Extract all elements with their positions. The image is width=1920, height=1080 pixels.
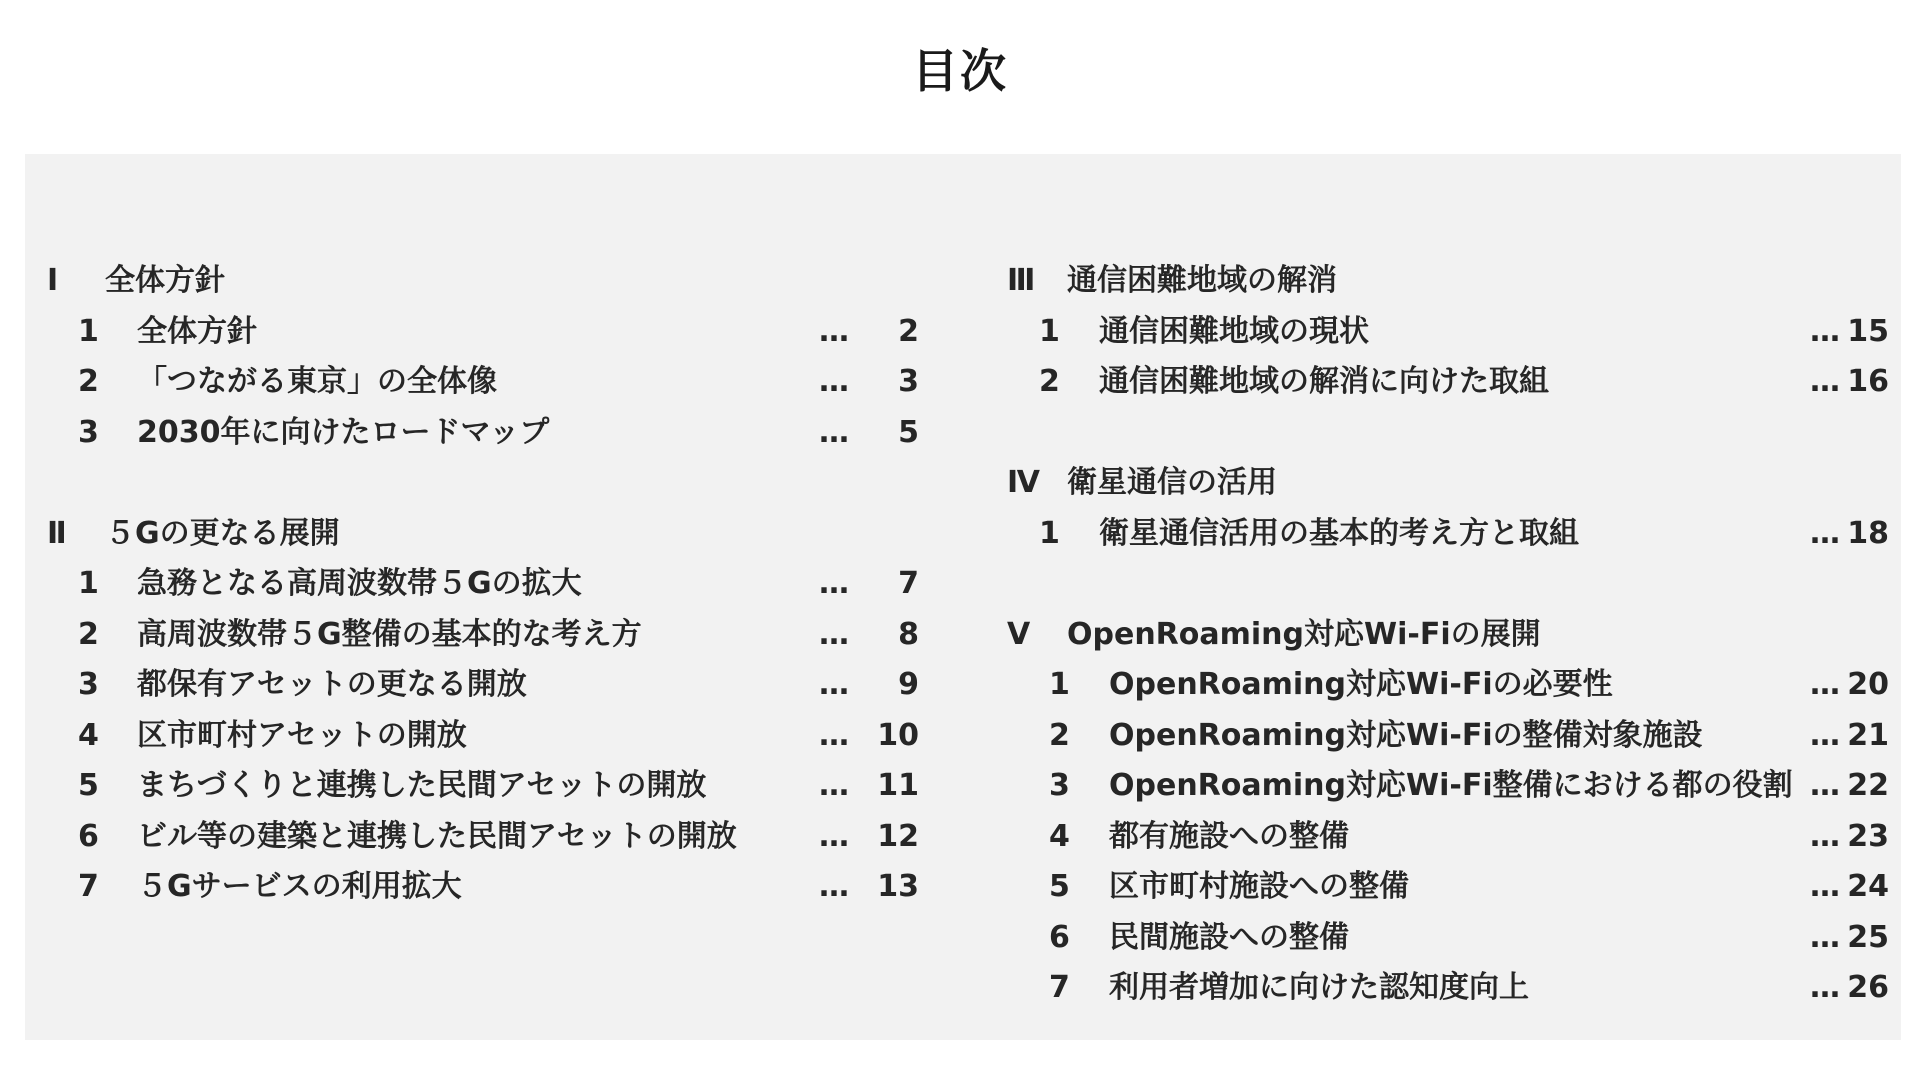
entry-title: 区市町村アセットの開放 (137, 717, 467, 753)
entry-title: 利用者増加に向けた認知度向上 (1109, 970, 1529, 1005)
entry-title: 都有施設への整備 (1109, 818, 1349, 854)
entry-page-number: 16 (1847, 364, 1889, 399)
entry-page-number: 26 (1847, 970, 1889, 1005)
leader-dots: … (1810, 970, 1841, 1005)
toc-entry[interactable] (957, 307, 1897, 358)
entry-title: 「つながる東京」の全体像 (137, 364, 497, 399)
toc-section-1 (25, 256, 925, 458)
leader-dots: … (1810, 515, 1841, 551)
entry-number: 1 (78, 566, 99, 601)
leader-dots: … (819, 313, 850, 349)
entry-number: 1 (1039, 515, 1060, 551)
leader-dots: … (1810, 717, 1841, 753)
leader-dots: … (1810, 818, 1841, 854)
toc-section-4 (957, 458, 1897, 559)
toc-entry[interactable] (25, 711, 925, 762)
toc-entry[interactable] (25, 812, 925, 863)
toc-entry[interactable] (957, 963, 1897, 1014)
leader-dots: … (819, 869, 850, 904)
leader-dots: … (819, 414, 850, 450)
leader-dots: … (819, 818, 850, 854)
leader-dots: … (819, 616, 850, 652)
entry-title: まちづくりと連携した民間アセットの開放 (137, 768, 707, 803)
section-heading[interactable] (957, 458, 1897, 509)
leader-dots: … (1810, 667, 1841, 702)
toc-entry[interactable] (957, 509, 1897, 560)
toc-entry[interactable] (957, 812, 1897, 863)
entry-number: 2 (78, 616, 99, 652)
entry-title: 2030年に向けたロードマップ (137, 414, 550, 450)
entry-number: 1 (1039, 313, 1060, 349)
entry-page-number: 24 (1847, 869, 1889, 904)
entry-title: 衛星通信活用の基本的考え方と取組 (1099, 515, 1579, 551)
section-number: Ⅲ (1007, 263, 1036, 298)
section-spacer (957, 408, 1897, 459)
entry-number: 1 (1049, 667, 1070, 702)
section-spacer (957, 559, 1897, 610)
entry-page-number: 13 (877, 869, 919, 904)
entry-page-number: 11 (877, 768, 919, 803)
leader-dots: … (819, 364, 850, 399)
entry-number: 2 (1039, 364, 1060, 399)
entry-title: OpenRoaming対応Wi-Fiの整備対象施設 (1109, 717, 1703, 753)
entry-number: 7 (1049, 970, 1070, 1005)
toc-entry[interactable] (25, 761, 925, 812)
entry-number: 3 (78, 667, 99, 702)
entry-page-number: 5 (898, 414, 919, 450)
entry-number: 3 (1049, 768, 1070, 803)
toc-entry[interactable] (957, 660, 1897, 711)
toc-entry[interactable] (957, 913, 1897, 964)
entry-number: 7 (78, 869, 99, 904)
entry-page-number: 25 (1847, 919, 1889, 955)
entry-page-number: 18 (1847, 515, 1889, 551)
entry-title: 民間施設への整備 (1109, 919, 1349, 955)
entry-number: 1 (78, 313, 99, 349)
entry-number: 2 (1049, 717, 1070, 753)
section-spacer (25, 458, 925, 509)
toc-entry[interactable] (957, 761, 1897, 812)
entry-number: 5 (78, 768, 99, 803)
entry-number: 3 (78, 414, 99, 450)
page-title: 目次 (912, 44, 1008, 98)
entry-page-number: 10 (877, 717, 919, 753)
entry-title: ５Gサービスの利用拡大 (137, 869, 462, 904)
entry-number: 4 (1049, 818, 1070, 854)
leader-dots: … (819, 768, 850, 803)
entry-page-number: 7 (898, 566, 919, 601)
section-number: Ⅳ (1007, 465, 1040, 500)
entry-page-number: 9 (898, 667, 919, 702)
leader-dots: … (1810, 768, 1841, 803)
toc-section-3 (957, 256, 1897, 408)
leader-dots: … (1810, 364, 1841, 399)
section-heading[interactable] (957, 256, 1897, 307)
section-heading[interactable] (25, 509, 925, 560)
toc-entry[interactable] (25, 862, 925, 913)
entry-title: 都保有アセットの更なる開放 (137, 667, 527, 702)
leader-dots: … (1810, 919, 1841, 955)
toc-entry[interactable] (25, 357, 925, 408)
leader-dots: … (819, 667, 850, 702)
section-title: ５Gの更なる展開 (105, 515, 340, 551)
entry-title: OpenRoaming対応Wi-Fiの必要性 (1109, 667, 1613, 702)
section-heading[interactable] (25, 256, 925, 307)
section-number: Ⅴ (1007, 616, 1031, 652)
entry-title: 通信困難地域の解消に向けた取組 (1099, 364, 1549, 399)
toc-section-5 (957, 610, 1897, 1014)
section-heading[interactable] (957, 610, 1897, 661)
toc-entry[interactable] (25, 307, 925, 358)
toc-entry[interactable] (25, 408, 925, 459)
toc-entry[interactable] (25, 559, 925, 610)
entry-page-number: 8 (898, 616, 919, 652)
section-number: Ⅰ (47, 263, 59, 298)
entry-page-number: 21 (1847, 717, 1889, 753)
section-title: OpenRoaming対応Wi-Fiの展開 (1067, 616, 1541, 652)
entry-title: 通信困難地域の現状 (1099, 313, 1369, 349)
entry-title: 高周波数帯５G整備の基本的な考え方 (137, 616, 642, 652)
entry-title: OpenRoaming対応Wi-Fi整備における都の役割 (1109, 768, 1793, 803)
toc-left-column (25, 256, 925, 913)
entry-number: 4 (78, 717, 99, 753)
entry-page-number: 20 (1847, 667, 1889, 702)
entry-title: ビル等の建築と連携した民間アセットの開放 (137, 818, 737, 854)
entry-number: 6 (78, 818, 99, 854)
entry-page-number: 3 (898, 364, 919, 399)
entry-number: 2 (78, 364, 99, 399)
section-title: 衛星通信の活用 (1067, 465, 1277, 500)
toc-panel (25, 154, 1901, 1040)
section-title: 全体方針 (105, 263, 225, 298)
entry-page-number: 15 (1847, 313, 1889, 349)
leader-dots: … (819, 566, 850, 601)
entry-page-number: 23 (1847, 818, 1889, 854)
leader-dots: … (1810, 313, 1841, 349)
entry-number: 5 (1049, 869, 1070, 904)
toc-section-2 (25, 509, 925, 913)
leader-dots: … (1810, 869, 1841, 904)
entry-page-number: 22 (1847, 768, 1889, 803)
leader-dots: … (819, 717, 850, 753)
toc-entry[interactable] (25, 610, 925, 661)
section-title: 通信困難地域の解消 (1067, 263, 1337, 298)
section-number: Ⅱ (47, 515, 67, 551)
entry-title: 全体方針 (137, 313, 257, 349)
entry-page-number: 12 (877, 818, 919, 854)
toc-entry[interactable] (957, 862, 1897, 913)
toc-entry[interactable] (25, 660, 925, 711)
entry-title: 急務となる高周波数帯５Gの拡大 (137, 566, 582, 601)
entry-number: 6 (1049, 919, 1070, 955)
entry-page-number: 2 (898, 313, 919, 349)
entry-title: 区市町村施設への整備 (1109, 869, 1409, 904)
toc-right-column (957, 256, 1897, 1014)
toc-entry[interactable] (957, 357, 1897, 408)
toc-entry[interactable] (957, 711, 1897, 762)
